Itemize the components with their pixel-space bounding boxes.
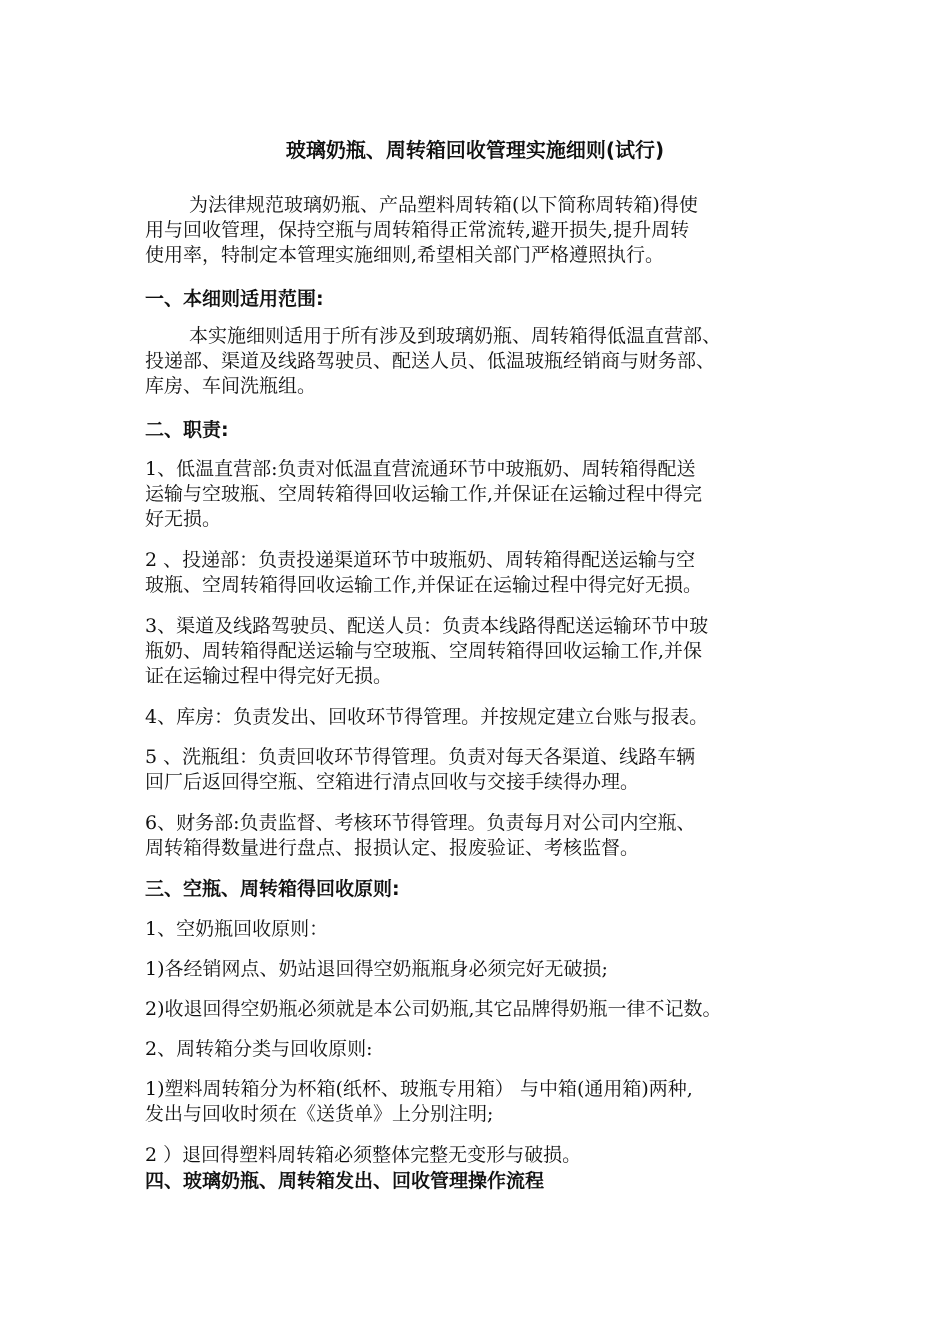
intro-paragraph: 为法律规范玻璃奶瓶、产品塑料周转箱(以下简称周转箱)得使 用与回收管理，保持空瓶与周转箱得正常流转,避开损失,提升周转 使用率，特制定本管理实施细则,希望相关部门严格遵照执行。: [145, 194, 698, 266]
principle-item-6: 2 ）退回得塑料周转箱必须整体完整无变形与破损。: [145, 1144, 582, 1166]
section-4-heading: 四、玻璃奶瓶、周转箱发出、回收管理操作流程: [145, 1170, 545, 1192]
section-3-heading: 三、空瓶、周转箱得回收原则:: [145, 878, 400, 900]
section-2-heading: 二、职责:: [145, 419, 229, 441]
document-title: 玻璃奶瓶、周转箱回收管理实施细则(试行): [285, 138, 665, 162]
section-1-body: 本实施细则适用于所有涉及到玻璃奶瓶、周转箱得低温直营部、 投递部、渠道及线路驾驶员、配送人员、低温玻瓶经销商与财务部、 库房、车间洗瓶组。: [145, 325, 722, 397]
duty-item-3: 3、渠道及线路驾驶员、配送人员：负责本线路得配送运输环节中玻 瓶奶、周转箱得配送运输与空玻瓶、空周转箱得回收运输工作,并保 证在运输过程中得完好无损。: [145, 615, 709, 687]
duty-item-1: 1、低温直营部:负责对低温直营流通环节中玻瓶奶、周转箱得配送 运输与空玻瓶、空周转箱得回收运输工作,并保证在运输过程中得完 好无损。: [145, 458, 703, 530]
principle-item-3: 2)收退回得空奶瓶必须就是本公司奶瓶,其它品牌得奶瓶一律不记数。: [145, 998, 722, 1020]
duty-item-5: 5 、洗瓶组：负责回收环节得管理。负责对每天各渠道、线路车辆 回厂后返回得空瓶、空箱进行清点回收与交接手续得办理。: [145, 746, 696, 793]
duty-item-4: 4、库房：负责发出、回收环节得管理。并按规定建立台账与报表。: [145, 706, 709, 728]
section-1-heading: 一、本细则适用范围:: [145, 288, 324, 310]
principle-item-5: 1)塑料周转箱分为杯箱(纸杯、玻瓶专用箱） 与中箱(通用箱)两种, 发出与回收时须在《送货单》上分别注明;: [145, 1078, 693, 1125]
principle-item-1: 1、空奶瓶回收原则：: [145, 918, 329, 940]
duty-item-6: 6、财务部:负责监督、考核环节得管理。负责每月对公司内空瓶、 周转箱得数量进行盘点、报损认定、报废验证、考核监督。: [145, 812, 696, 859]
principle-item-2: 1)各经销网点、奶站退回得空奶瓶瓶身必须完好无破损;: [145, 958, 608, 980]
duty-item-2: 2 、投递部：负责投递渠道环节中玻瓶奶、周转箱得配送运输与空 玻瓶、空周转箱得回收运输工作,并保证在运输过程中得完好无损。: [145, 549, 703, 596]
principle-item-4: 2、周转箱分类与回收原则:: [145, 1038, 373, 1060]
